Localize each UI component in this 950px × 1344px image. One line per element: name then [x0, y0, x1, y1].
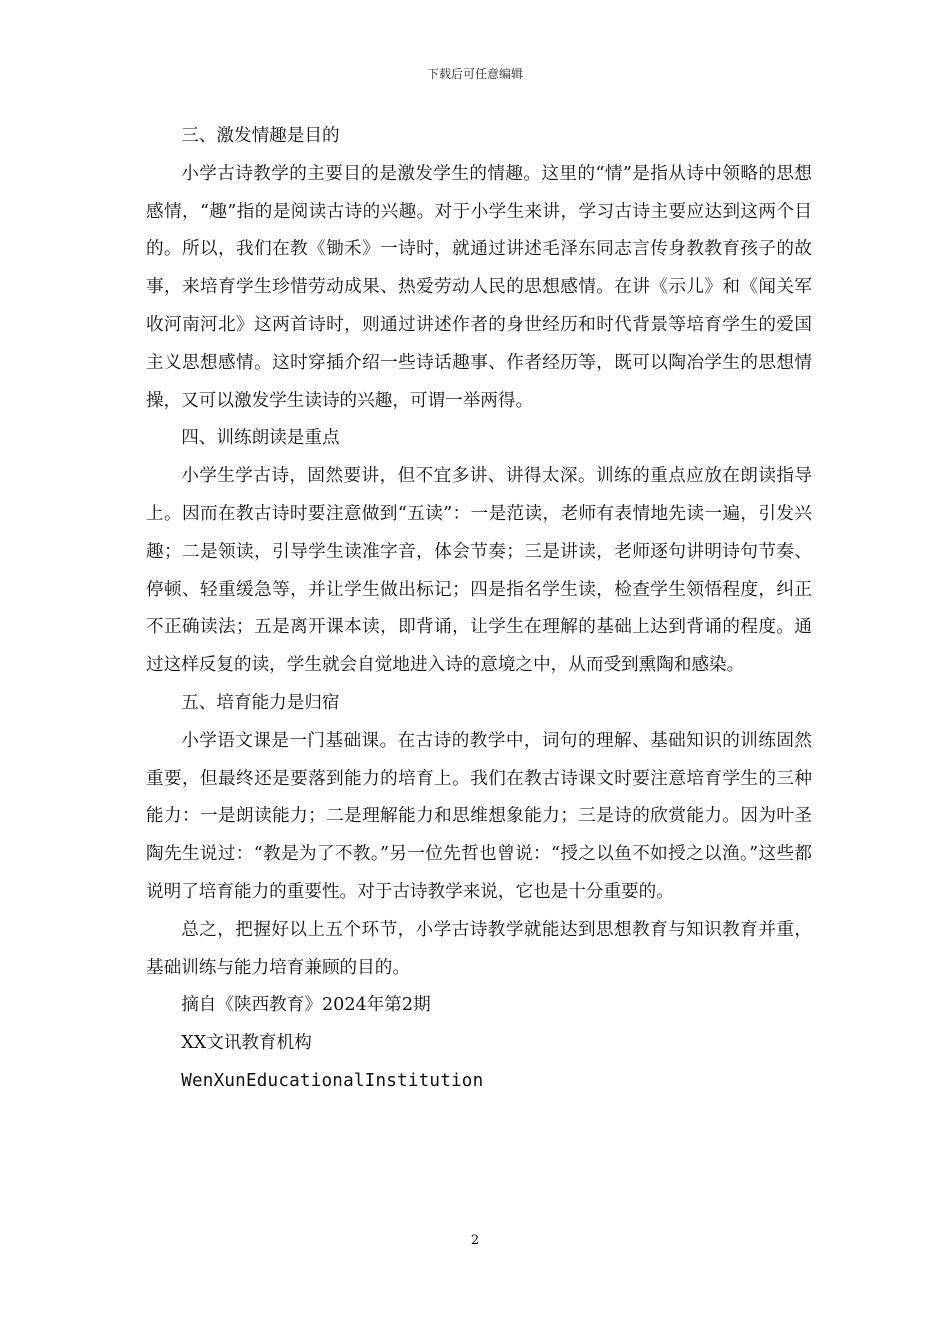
conclusion-paragraph: 总之，把握好以上五个环节，小学古诗教学就能达到思想教育与知识教育并重，基础训练与能力培育兼顾的目的。: [146, 919, 812, 978]
page-number: 2: [470, 1233, 480, 1248]
section-3-heading: 三、激发情趣是目的: [181, 126, 340, 146]
institution-name-en: WenXunEducationalInstitution: [181, 1070, 484, 1091]
section-4-paragraph: 小学生学古诗，固然要讲，但不宜多讲、讲得太深。训练的重点应放在朗读指导上。因而在教古诗时要注意做到“五读”：一是范读，老师有表情地先读一遍，引发兴趣；二是领读，引导学生读准字音，体会节奏；三是讲读，老师逐句讲明诗句节奏、停顿、轻重缓急等，并让学生做出标记；四是指名学生读，检查学生领悟程度，纠正不正确读法；五是离开课本读，即背诵，让学生在理解的基础上达到背诵的程度。通过这样反复的读，学生就会自觉地进入诗的意境之中，从而受到熏陶和感染。: [146, 466, 812, 676]
section-4-heading: 四、训练朗读是重点: [181, 428, 340, 449]
source-citation: 摘自《陕西教育》2024年第2期: [181, 995, 431, 1016]
section-5-paragraph: 小学语文课是一门基础课。在古诗的教学中，词句的理解、基础知识的训练固然重要，但最终还是要落到能力的培育上。我们在教古诗课文时要注意培育学生的三种能力：一是朗读能力；二是理解能力和思维想象能力；三是诗的欣赏能力。因为叶圣陶先生说过：“教是为了不教。”另一位先哲也曾说：“授之以鱼不如授之以渔。”这些都说明了培育能力的重要性。对于古诗教学来说，它也是十分重要的。: [146, 730, 812, 902]
section-3-paragraph: 小学古诗教学的主要目的是激发学生的情趣。这里的“情”是指从诗中领略的思想感情，“趣”指的是阅读古诗的兴趣。对于小学生来讲，学习古诗主要应达到这两个目的。所以，我们在教《锄禾》一诗时，就通过讲述毛泽东同志言传身教教育孩子的故事，来培育学生珍惜劳动成果、热爱劳动人民的思想感情。在讲《示儿》和《闻关军收河南河北》这两首诗时，则通过讲述作者的身世经历和时代背景等培育学生的爱国主义思想感情。这时穿插介绍一些诗话趣事、作者经历等，既可以陶冶学生的思想情操，又可以激发学生读诗的兴趣，可谓一举两得。: [146, 163, 812, 411]
section-5-heading: 五、培育能力是归宿: [181, 692, 340, 713]
institution-name-cn: XX文讯教育机构: [181, 1033, 312, 1054]
page-header: 下载后可任意编辑: [426, 67, 523, 81]
document-body: [146, 118, 812, 1101]
